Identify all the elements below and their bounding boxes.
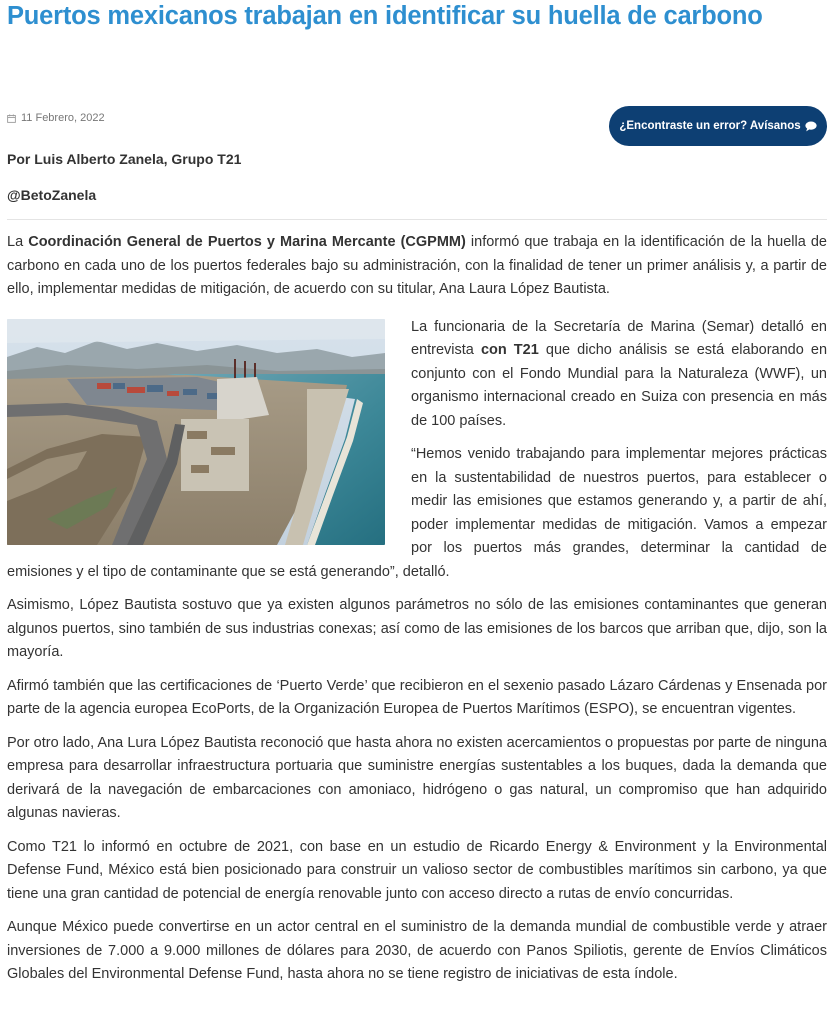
article-title: Puertos mexicanos trabajan en identificar su huella de carbono [7, 2, 763, 30]
paragraph-1 [7, 231, 827, 302]
paragraph-4: Asimismo, López Bautista sostuvo que ya existen algunos parámetros no sólo de las emisiones contaminantes que generan algunos puertos, sino también de sus industrias conexas; así como de las emisiones de los barcos que arriban que, dijo, son la mayoría. [7, 597, 827, 660]
article-body [7, 231, 827, 997]
port-aerial-photo [7, 319, 385, 545]
paragraph-1-rest: informó que trabaja en la identificación de la huella de carbono en cada uno de los puertos federales bajo su administración, con la finalidad de tener un primer análisis y, a partir de ello, implementar medidas de mitigación, de acuerdo con su titular, Ana Laura López Bautista. [7, 234, 827, 297]
header-divider [7, 219, 827, 220]
report-error-button[interactable] [609, 106, 827, 146]
paragraph-1-lead: La [7, 234, 29, 250]
paragraph-5: Afirmó también que las certificaciones de ‘Puerto Verde’ que recibieron en el sexenio pasado Lázaro Cárdenas y Ensenada por parte de la agencia europea EcoPorts, de la Organización Europea de Puertos Marítimos (ESPO), se encuentran vigentes. [7, 677, 827, 717]
calendar-icon [7, 114, 16, 123]
publish-date-text: 11 Febrero, 2022 [21, 112, 105, 124]
publish-date [7, 112, 105, 124]
paragraph-2-lead: La funcionaria de la Secretaría de Marina (Semar) detalló en entrevista [411, 318, 827, 358]
author-byline: Por Luis Alberto Zanela, Grupo T21 [7, 151, 242, 167]
paragraph-2-bold: con T21 [480, 342, 539, 358]
author-handle[interactable]: @BetoZanela [7, 187, 97, 203]
paragraph-6: Por otro lado, Ana Lura López Bautista reconoció que hasta ahora no existen acercamientos o propuestas por parte de ninguna empresa para desarrollar infraestructura portuaria que suministre energías sustentables a los buques, dada la demanda que derivará de la navegación de embarcaciones con amoniaco, hidrógeno o gas natural, un compromiso que han adquirido algunas navieras. [7, 734, 827, 821]
paragraph-1-bold: Coordinación General de Puertos y Marina Mercante (CGPMM) [28, 234, 466, 250]
paragraph-7: Como T21 lo informó en octubre de 2021, con base en un estudio de Ricardo Energy & Environment y la Environmental Defense Fund, México está bien posicionado para construir un valioso sector de combustibles marítimos sin carbono, ya que tiene una gran cantidad de potencial de energía renovable junto con acceso directo a rutas de envío concurridas. [7, 838, 827, 902]
speech-bubble-icon [805, 121, 817, 132]
paragraph-8: Aunque México puede convertirse en un actor central en el suministro de la demanda mundial de combustible verde y atraer inversiones de 7.000 a 9.000 millones de dólares para 2030, de acuerdo con Panos Spiliotis, gerente de Envíos Climáticos Globales del Environmental Defense Fund, hasta ahora no se tiene registro de iniciativas de esta índole. [7, 919, 827, 982]
report-error-label: ¿Encontraste un error? Avísanos [619, 120, 801, 132]
paragraph-2-rest: que dicho análisis se está elaborando en conjunto con el Fondo Mundial para la Naturaleza (WWF), un organismo internacional creado en Suiza con presencia en más de 100 países. [411, 342, 828, 429]
paragraph-3: “Hemos venido trabajando para implementar mejores prácticas en la sustentabilidad de nuestros puertos, para establecer o medir las emisiones que estamos generando y, a partir de ahí, poder implementar medidas de mitigación. Vamos a empezar por los puertos más grandes, determinar la cantidad de emisiones y el tipo de contaminante que se está generando”, detalló. [7, 446, 827, 580]
